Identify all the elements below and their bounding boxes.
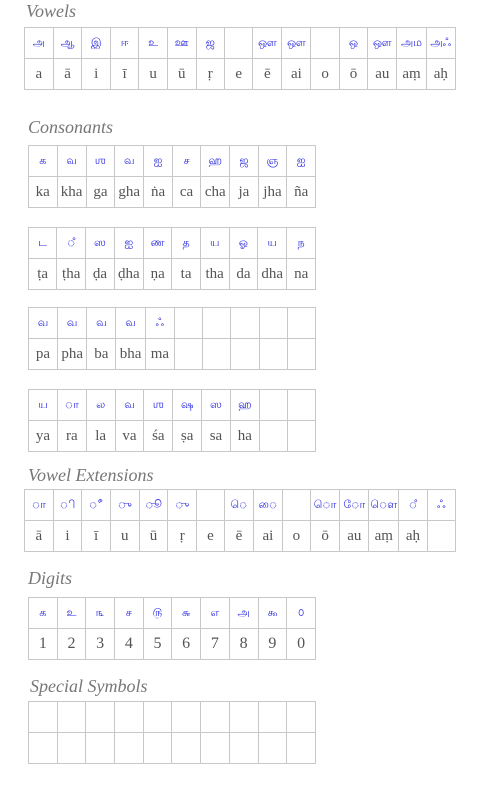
transliteration-cell: la [86,421,115,452]
glyph-cell: ை [253,490,282,521]
transliteration-cell: 5 [143,629,172,660]
glyph-cell: ா [57,390,86,421]
transliteration-cell: ta [172,259,200,290]
transliteration-cell [287,733,316,764]
heading-special-symbols: Special Symbols [30,676,148,696]
transliteration-cell: ja [230,177,258,208]
glyph-cell: ோ [340,490,369,521]
vowel-extensions-table [24,489,456,552]
transliteration-cell [287,421,315,452]
glyph-cell: ஜ [230,146,258,177]
transliteration-cell: ṛ [168,521,197,552]
glyph-cell [57,702,86,733]
glyph-cell: ய [258,228,287,259]
glyph-cell: அம [397,28,426,59]
heading-consonants: Consonants [28,117,114,137]
transliteration-cell [231,339,259,370]
glyph-cell: ு [168,490,197,521]
transliteration-cell: gha [115,177,144,208]
transliteration-cell: kha [57,177,86,208]
glyph-cell: ஐ [144,146,173,177]
glyph-cell: ஈ [110,28,138,59]
glyph-cell: ீ [82,490,111,521]
transliteration-cell: aḥ [399,521,428,552]
transliteration-cell: ṅa [144,177,173,208]
transliteration-cell: ā [53,59,82,90]
transliteration-cell: ma [145,339,174,370]
transliteration-cell [259,421,287,452]
glyph-cell: ஂ [399,490,428,521]
transliteration-cell: aṃ [397,59,426,90]
transliteration-cell [29,733,58,764]
transliteration-cell [86,733,115,764]
glyph-cell: ஂ [57,228,86,259]
glyph-cell [197,490,225,521]
transliteration-row [29,421,316,452]
glyph-cell: ு [110,490,139,521]
transliteration-cell: ṛ [196,59,224,90]
transliteration-cell: i [82,59,111,90]
glyph-row [25,490,456,521]
consonants-table-3 [28,307,316,370]
glyph-cell: ச [172,146,200,177]
transliteration-cell: 8 [229,629,258,660]
glyph-cell: ஶ [86,146,115,177]
glyph-cell: ூ [139,490,168,521]
transliteration-row [29,339,316,370]
glyph-cell [259,308,287,339]
transliteration-cell: sa [202,421,231,452]
transliteration-cell [259,339,287,370]
glyph-cell [203,308,231,339]
transliteration-cell [143,733,172,764]
transliteration-cell: da [229,259,258,290]
glyph-cell [29,702,58,733]
glyph-cell [225,28,253,59]
glyph-cell: த [172,228,200,259]
glyph-cell: ஔ [253,28,282,59]
glyph-cell: க [29,146,58,177]
vowels-table [24,27,456,90]
transliteration-cell: cha [201,177,230,208]
transliteration-cell [201,733,230,764]
glyph-row [29,308,316,339]
glyph-cell: ஊ [167,28,196,59]
transliteration-cell: pha [57,339,86,370]
transliteration-cell: ya [29,421,58,452]
glyph-cell [311,28,339,59]
transliteration-cell: ū [167,59,196,90]
glyph-cell: ய [200,228,229,259]
glyph-cell: ட [29,228,57,259]
transliteration-cell [172,733,201,764]
glyph-cell: ஆ [53,28,82,59]
transliteration-cell: 7 [201,629,230,660]
glyph-cell: வ [116,308,145,339]
transliteration-cell: jha [258,177,287,208]
glyph-cell [143,702,172,733]
glyph-cell: ஐ [287,146,316,177]
transliteration-cell: va [115,421,144,452]
glyph-cell: அ [25,28,54,59]
transliteration-cell: ī [110,59,138,90]
transliteration-cell [287,339,315,370]
glyph-row [29,702,316,733]
glyph-cell: ஐ [114,228,143,259]
transliteration-cell: u [139,59,168,90]
glyph-cell: ொ [310,490,339,521]
glyph-cell [172,702,201,733]
glyph-cell [86,702,115,733]
transliteration-cell: tha [200,259,229,290]
transliteration-cell: 3 [86,629,115,660]
glyph-row [25,28,456,59]
transliteration-cell [115,733,144,764]
glyph-cell: வ [115,146,144,177]
glyph-cell: ஸ [202,390,231,421]
glyph-cell: ௬ [172,598,201,629]
transliteration-cell: bha [116,339,145,370]
transliteration-cell: ē [225,521,254,552]
glyph-cell: அஃ [426,28,455,59]
glyph-cell: ஜ [196,28,224,59]
glyph-cell: வ [29,308,58,339]
transliteration-cell: ē [253,59,282,90]
transliteration-cell: ū [139,521,168,552]
glyph-cell [229,702,258,733]
glyph-cell [282,490,310,521]
glyph-cell: ி [53,490,82,521]
transliteration-cell: ṭha [57,259,86,290]
transliteration-row [29,629,316,660]
transliteration-cell: ai [282,59,311,90]
glyph-cell: உ [57,598,86,629]
glyph-cell: ௦ [287,598,316,629]
transliteration-cell: 0 [287,629,316,660]
transliteration-cell: aḥ [426,59,455,90]
glyph-cell: ண [143,228,172,259]
transliteration-cell: u [110,521,139,552]
consonants-table-2 [28,227,316,290]
glyph-cell [115,702,144,733]
glyph-cell: ஓ [229,228,258,259]
transliteration-cell: i [53,521,82,552]
transliteration-cell: ī [82,521,111,552]
transliteration-cell: ṣa [173,421,202,452]
glyph-cell: ெ [225,490,254,521]
transliteration-row [29,177,316,208]
glyph-cell: எ [201,598,230,629]
glyph-cell: ௩ [86,598,115,629]
glyph-cell [174,308,202,339]
transliteration-cell: au [340,521,369,552]
glyph-cell: ா [25,490,54,521]
glyph-cell: வ [87,308,116,339]
transliteration-cell: ba [87,339,116,370]
transliteration-row [29,733,316,764]
glyph-cell: வ [57,146,86,177]
transliteration-row [25,59,456,90]
heading-vowel-extensions: Vowel Extensions [28,465,154,485]
transliteration-cell: ō [339,59,367,90]
transliteration-cell: ga [86,177,115,208]
digits-table [28,597,316,660]
transliteration-cell: o [282,521,310,552]
glyph-cell: உ [139,28,168,59]
transliteration-cell: ḍa [86,259,115,290]
transliteration-cell: śa [144,421,173,452]
glyph-cell: ஞ [258,146,287,177]
transliteration-cell: 2 [57,629,86,660]
transliteration-cell: ha [230,421,259,452]
glyph-cell: ஃ [145,308,174,339]
transliteration-cell: ña [287,177,316,208]
glyph-cell: ஹ [230,390,259,421]
transliteration-cell: o [311,59,339,90]
glyph-cell: ல [86,390,115,421]
glyph-cell: இ [82,28,111,59]
transliteration-cell: 1 [29,629,58,660]
transliteration-cell: 6 [172,629,201,660]
transliteration-cell: ra [57,421,86,452]
transliteration-cell: pa [29,339,58,370]
glyph-cell: அ [229,598,258,629]
transliteration-cell: dha [258,259,287,290]
transliteration-cell: au [368,59,397,90]
heading-vowels: Vowels [26,1,77,21]
transliteration-cell [57,733,86,764]
glyph-row [29,598,316,629]
glyph-cell: ஷ [173,390,202,421]
glyph-cell: ஸ [86,228,115,259]
glyph-cell: வ [115,390,144,421]
glyph-cell: ந [287,228,316,259]
glyph-cell: ய [29,390,58,421]
glyph-cell: ஔ [282,28,311,59]
transliteration-cell: a [25,59,54,90]
glyph-cell [258,702,287,733]
glyph-cell: வ [57,308,86,339]
glyph-cell: ஔ [368,28,397,59]
glyph-cell [259,390,287,421]
transliteration-cell: ai [253,521,282,552]
glyph-row [29,228,316,259]
glyph-cell [287,308,315,339]
transliteration-row [29,259,316,290]
glyph-cell [287,702,316,733]
transliteration-cell [229,733,258,764]
glyph-cell: ஃ [427,490,455,521]
transliteration-cell: ka [29,177,58,208]
transliteration-cell: ṇa [143,259,172,290]
glyph-row [29,390,316,421]
transliteration-cell: 4 [115,629,144,660]
transliteration-cell [258,733,287,764]
transliteration-cell: ō [310,521,339,552]
glyph-cell [287,390,315,421]
glyph-cell: க [29,598,58,629]
transliteration-cell: ca [172,177,200,208]
glyph-row [29,146,316,177]
glyph-cell: ௌ [369,490,399,521]
transliteration-cell: e [225,59,253,90]
transliteration-cell: 9 [258,629,287,660]
glyph-cell [231,308,259,339]
glyph-cell [201,702,230,733]
glyph-cell: ௯ [258,598,287,629]
transliteration-cell: aṃ [369,521,399,552]
glyph-cell: ஒ [339,28,367,59]
special-symbols-table [28,701,316,764]
glyph-cell: ஹ [201,146,230,177]
transliteration-cell: ā [25,521,54,552]
transliteration-cell [203,339,231,370]
transliteration-cell: ṭa [29,259,57,290]
glyph-cell: ௫ [143,598,172,629]
glyph-cell: ஶ [144,390,173,421]
consonants-table-1 [28,145,316,208]
glyph-cell: ச [115,598,144,629]
consonants-table-4 [28,389,316,452]
transliteration-cell: e [197,521,225,552]
heading-digits: Digits [28,568,73,588]
transliteration-cell [174,339,202,370]
transliteration-cell [427,521,455,552]
transliteration-cell: na [287,259,316,290]
transliteration-row [25,521,456,552]
transliteration-cell: ḍha [114,259,143,290]
